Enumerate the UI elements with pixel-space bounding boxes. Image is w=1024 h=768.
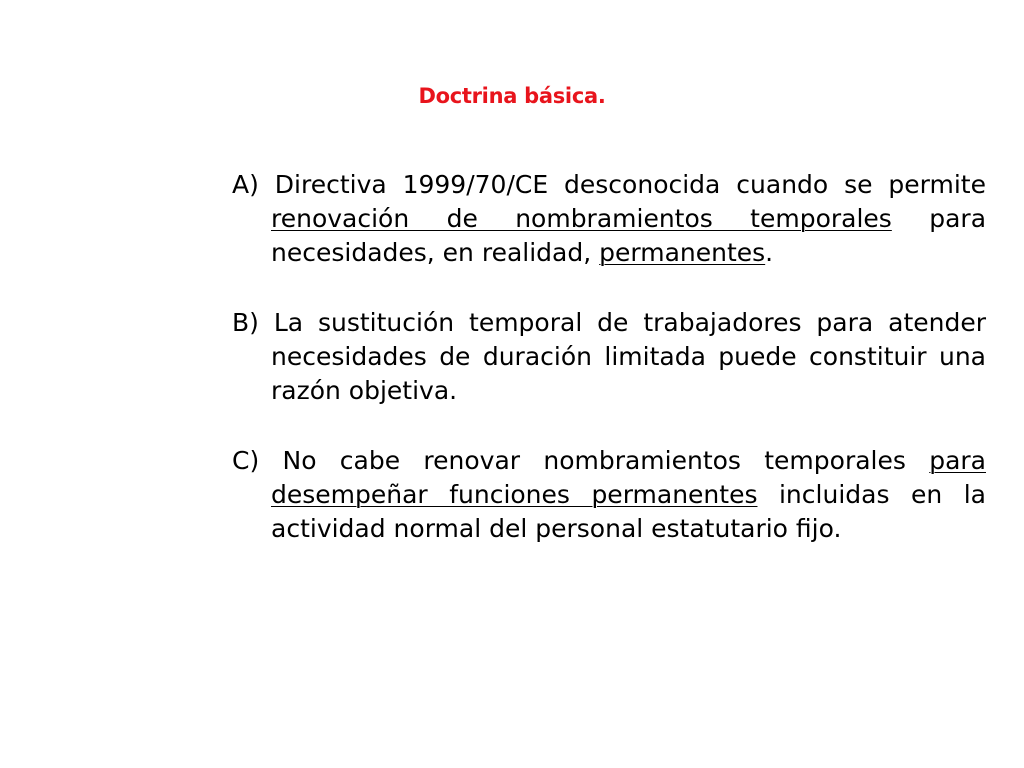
point-a-text-2: para necesidades, en realidad, [271,204,987,267]
point-a-underlined-1: renovación de nombramientos temporales [271,204,892,233]
point-a-text-1: A) Directiva 1999/70/CE desconocida cuando se permite [232,170,986,199]
point-c-text-1: C) No cabe renovar nombramientos temporales [232,446,930,475]
point-a-text-3: . [765,238,774,267]
point-c [232,444,986,546]
point-c-underlined: para desempeñar funciones permanentes [271,446,986,509]
slide-title: Doctrina básica. [418,84,606,108]
point-c-text-2: incluidas en la actividad normal del personal estatutario fijo. [271,480,986,543]
point-b-text: B) La sustitución temporal de trabajadores para atender necesidades de duración limitada puede constituir una razón objetiva. [232,308,986,405]
doctrine-points [232,168,986,546]
point-a [232,168,986,270]
point-b [232,306,986,408]
point-a-underlined-2: permanentes [599,238,766,267]
